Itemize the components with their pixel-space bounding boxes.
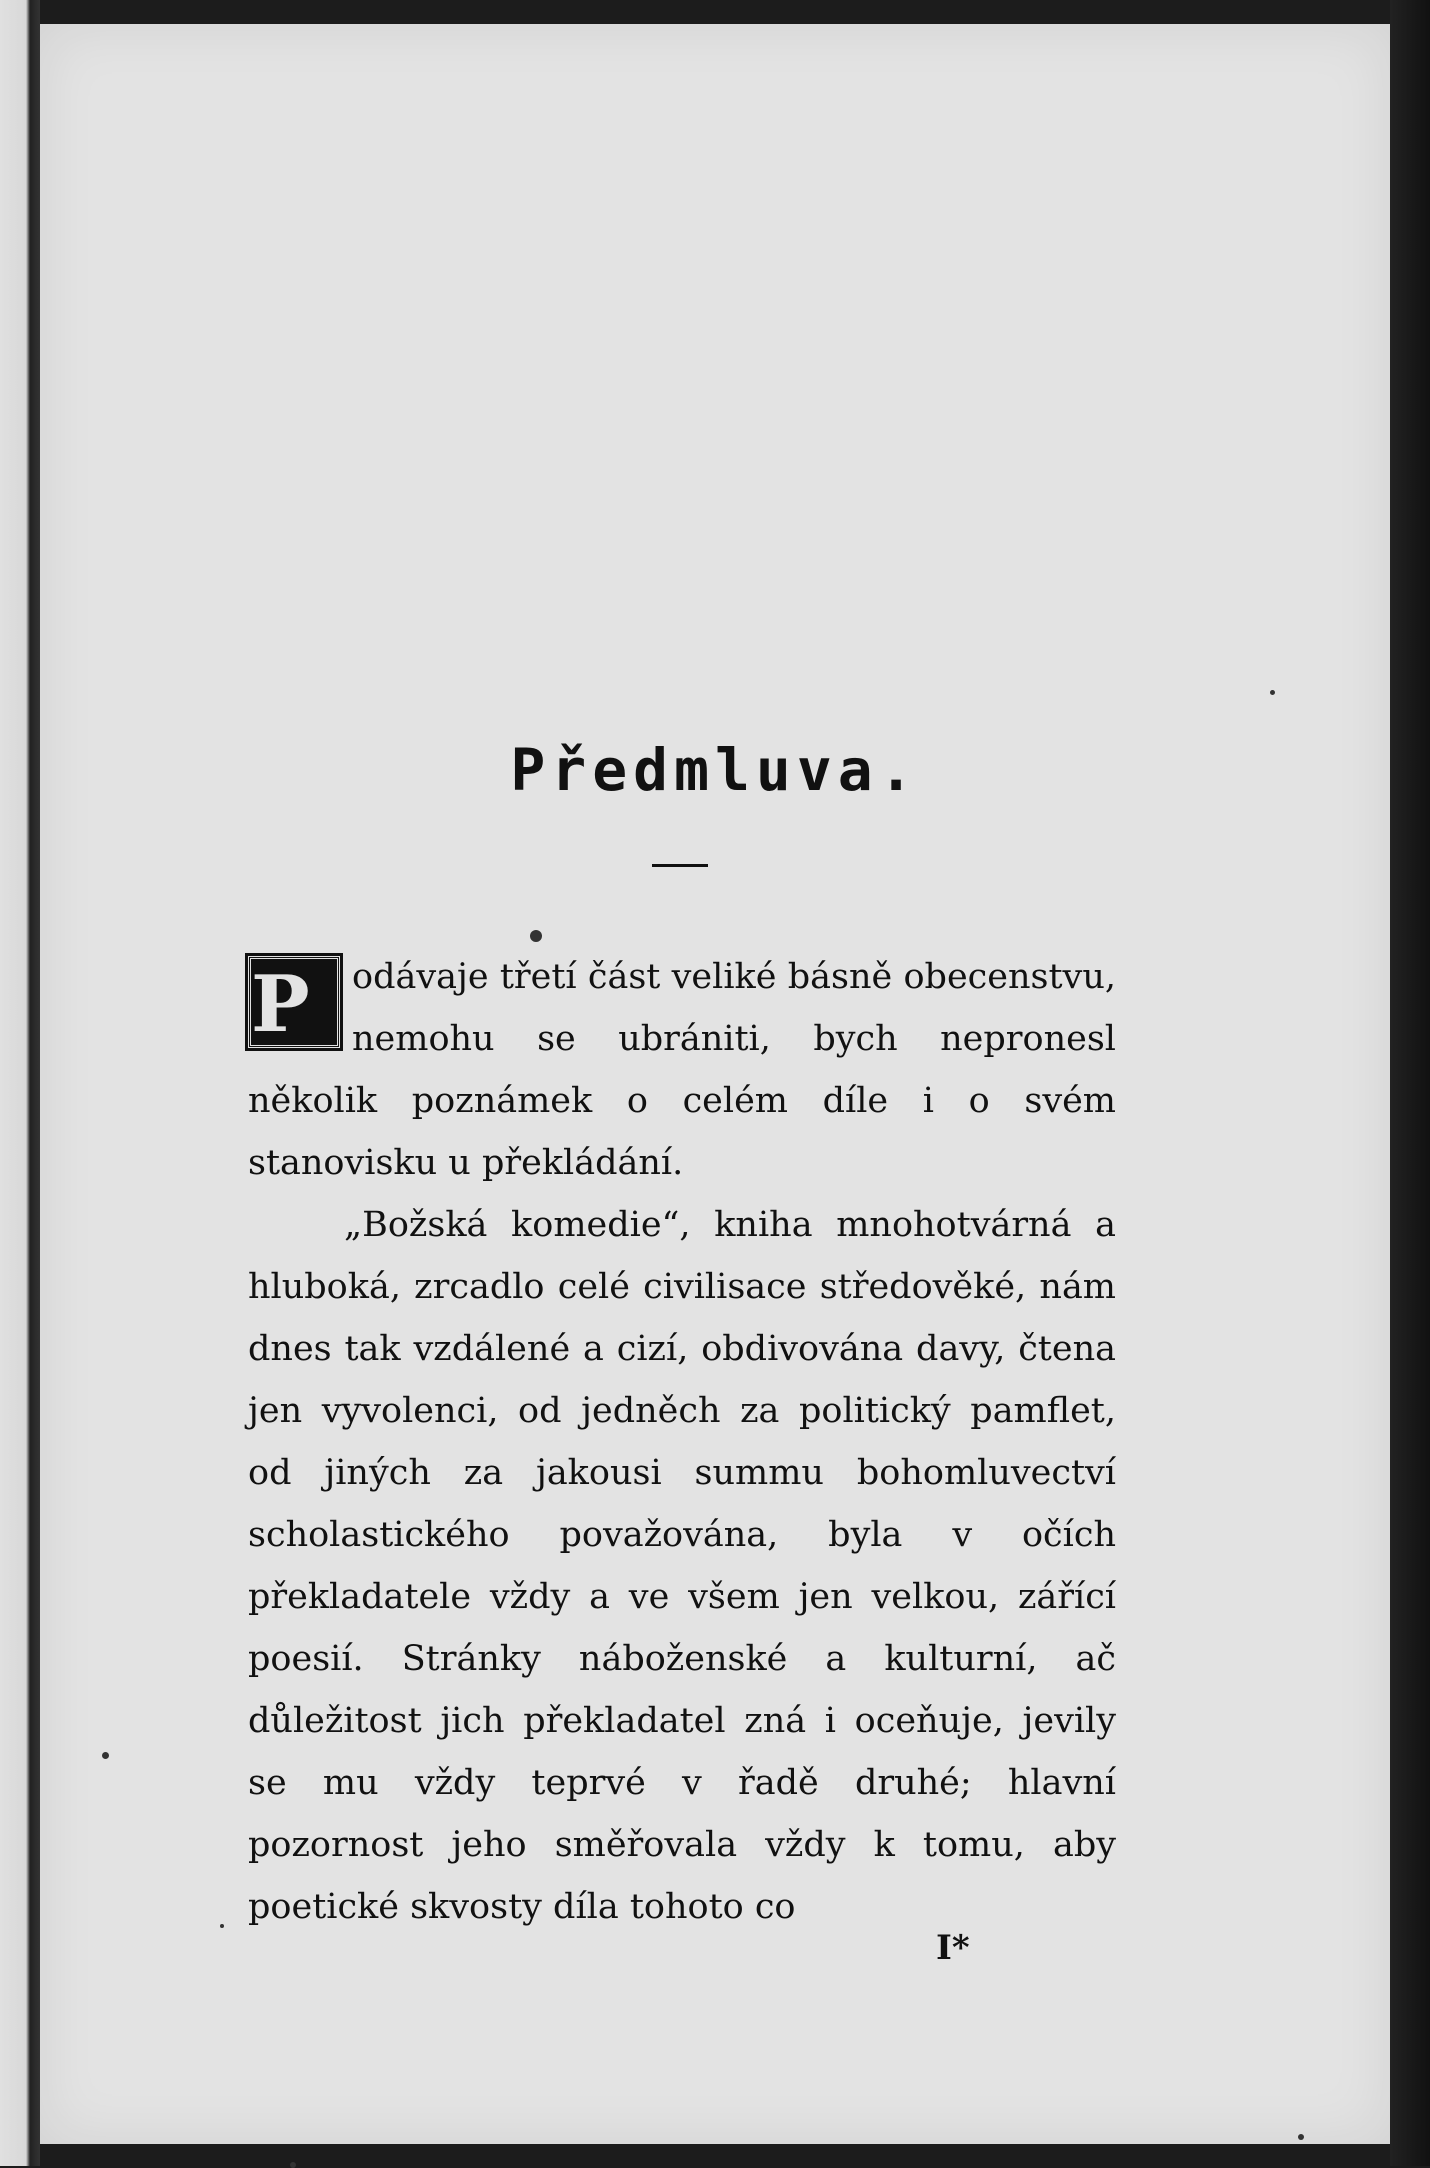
- signature-mark: I*: [936, 1928, 970, 1968]
- ink-speck: [1270, 690, 1275, 695]
- body-text: [248, 946, 1116, 1938]
- paragraph-2: „Božská komedie“, kniha mnohotvárná a hluboká, zrcadlo celé civilisace středověké, nám dnes tak vzdálené a cizí, obdivována davy, čtena jen vyvolenci, od jedněch za politický pamflet, od jiných za jakousi summu bohomluvectví scholastického považována, byla v očích překladatele vždy a ve všem jen velkou, zářící poesií. Stránky náboženské a kulturní, ač důležitost jich překladatel zná i oceňuje, jevily se mu vždy teprvé v řadě druhé; hlavní pozornost jeho směřovala vždy k tomu, aby poetické skvosty díla tohoto co: [248, 1205, 1116, 1927]
- book-edge-right: [1390, 0, 1430, 2166]
- ink-speck: [102, 1752, 109, 1759]
- book-page: [40, 24, 1390, 2144]
- paragraph-1: [248, 946, 1116, 1194]
- ink-speck: [1298, 2134, 1304, 2140]
- title-divider: [652, 864, 708, 867]
- paragraph-1-text: odávaje třetí část veliké básně obecenstvu, nemohu se ubrániti, bych nepronesl několik poznámek o celém díle i o svém stanovisku u překládání.: [248, 957, 1116, 1183]
- book-gutter-left: [0, 0, 40, 2166]
- ink-speck: [220, 1924, 224, 1928]
- ink-speck: [530, 930, 542, 942]
- drop-cap-initial: P: [248, 956, 340, 1048]
- page-title: Předmluva.: [510, 736, 920, 804]
- ink-speck: [290, 2162, 296, 2168]
